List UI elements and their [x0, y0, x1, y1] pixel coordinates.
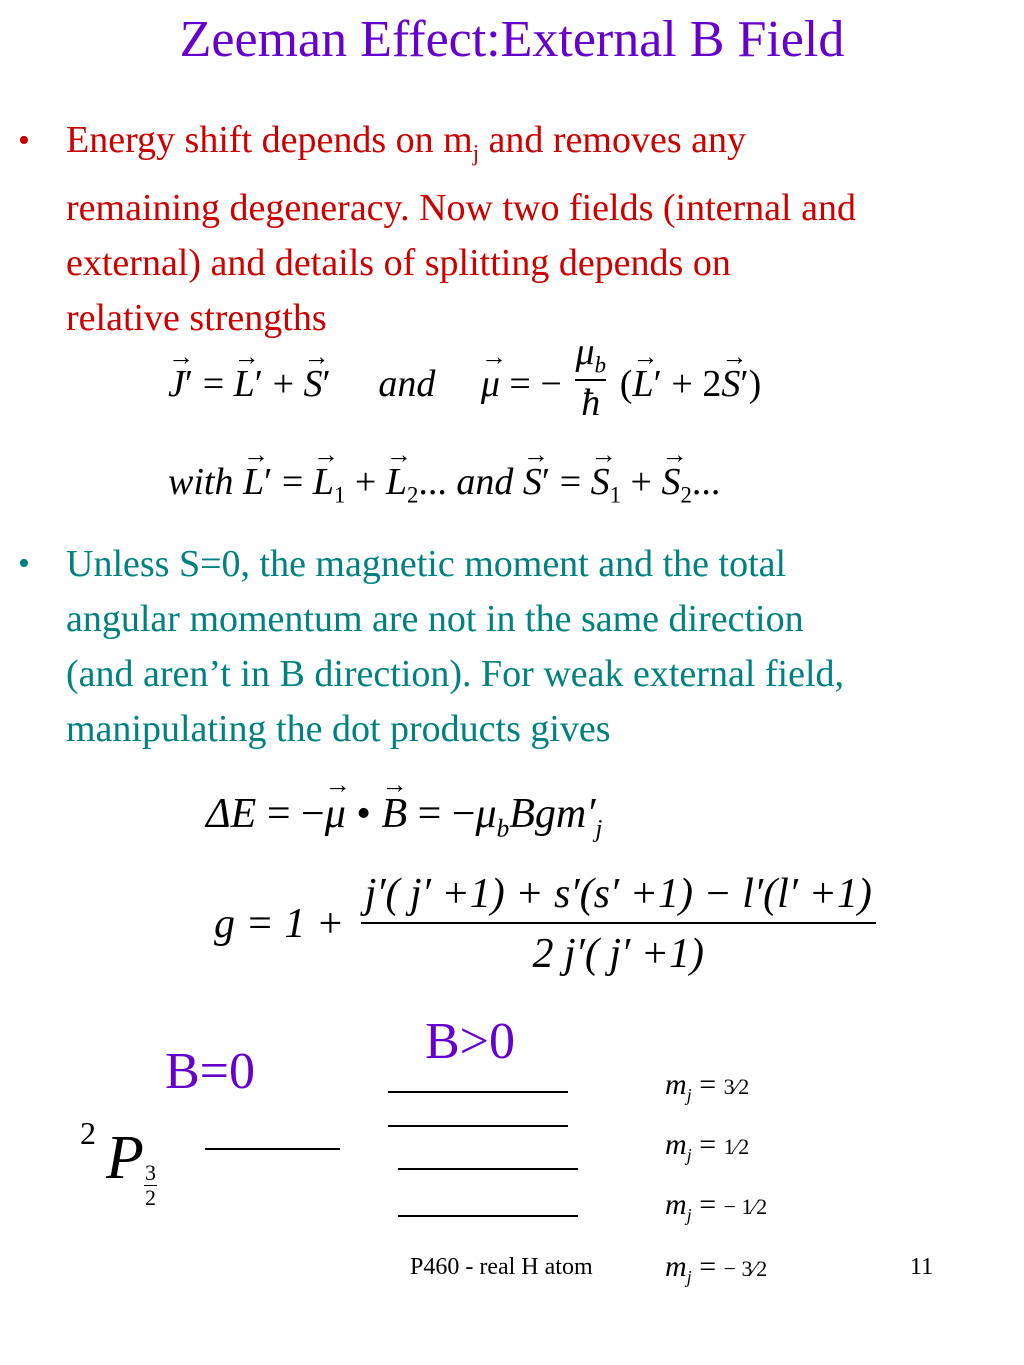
bullet-1-text: Energy shift depends on $m_j$ and removes any remaining degeneracy. Now two fields (internal and external) and details of splitting depends on relative strengths: [66, 119, 856, 339]
bullet-2-text: Unless S=0, the magnetic moment and the total angular momentum are not in the same direction (and aren’t in B direction). For weak external field, manipulating the dot products gives: [66, 543, 845, 750]
bullet-marker-1: •: [18, 122, 30, 159]
label-b-positive: B>0: [425, 1013, 516, 1070]
level-mj-1-2: [388, 1125, 568, 1127]
equation-lande-g: g = 1 + $\frac{j'( j' +1) + s'(s' +1) - l'(l' +1)}{2 j'( j' +1)}$: [214, 870, 876, 978]
footer-page-number: 11: [910, 1254, 934, 1280]
level-mj-minus-1-2: [398, 1168, 578, 1170]
slide-title: Zeeman Effect:External B Field: [179, 11, 845, 68]
level-unsplit: [205, 1148, 340, 1150]
level-mj-3-2: [388, 1091, 568, 1093]
bullet-marker-2: •: [18, 545, 30, 582]
equation-energy-shift: ΔE = −→ μ • → $B = -\mu_bBgm'_j$: [206, 790, 602, 843]
label-b-zero: B=0: [165, 1043, 256, 1100]
mj-label-minus-3-2: $m_j$ = − 3⁄2: [665, 1250, 768, 1287]
equation-angular-momentum: → J′ = → L′ + → S′ and → μ = − $\frac{\mu_b}{ħ}$ (→ L′ + 2→ S′): [168, 350, 761, 425]
mj-label-minus-1-2: $m_j$ = − 1⁄2: [665, 1188, 768, 1225]
level-mj-minus-3-2: [398, 1215, 578, 1217]
equation-sums: with → L′ = → $L_1$ + → $L_2$... and → S′ = → $S_1$ + → $S_2$...: [168, 460, 720, 509]
mj-label-1-2: $m_j$ = 1⁄2: [665, 1128, 750, 1165]
footer-course: P460 - real H atom: [410, 1254, 593, 1280]
mj-label-3-2: $m_j$ = 3⁄2: [665, 1068, 750, 1105]
